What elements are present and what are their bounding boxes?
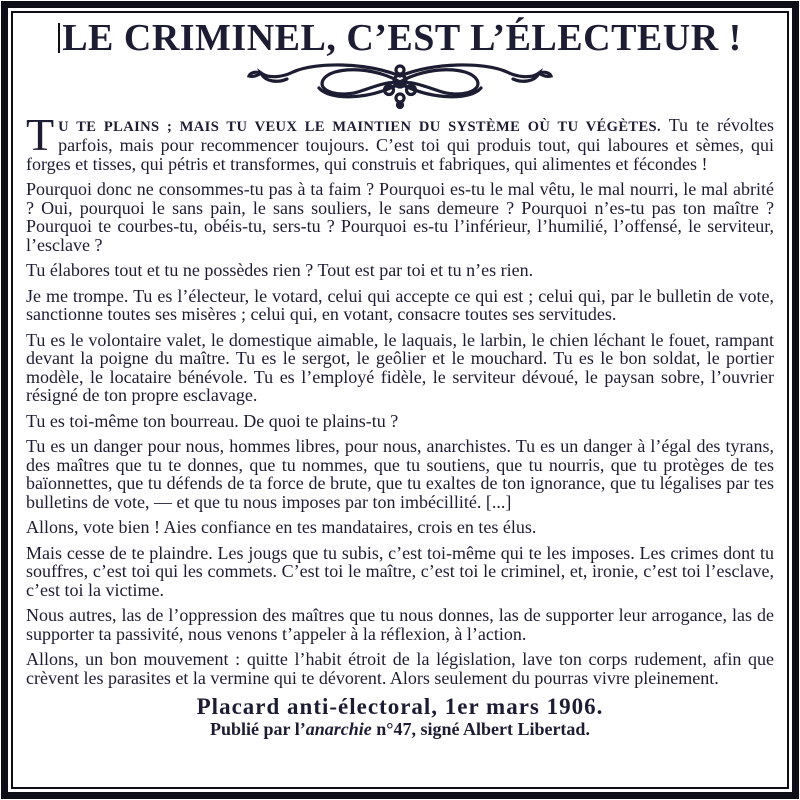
document-body: [26, 108, 774, 688]
lead-smallcaps: U TE PLAINS ; MAIS TU VEUX LE MAINTIEN DU SYSTÈME OÙ TU VÉGÈTES.: [58, 118, 662, 135]
footer-title: Placard anti-électoral, 1er mars 1906.: [196, 694, 604, 720]
paragraph: Allons, un bon mouvement : quitte l’habit étroit de la législation, lave ton corps rudement, afin que crèvent les parasites et la vermine qui te dévorent. Alors seulement du pourras vivre pleinement.: [26, 649, 774, 688]
calligraphic-flourish-icon: [26, 60, 774, 110]
paragraph: Pourquoi donc ne consommes-tu pas à ta faim ? Pourquoi es-tu le mal vêtu, le mal nourri, le mal abrité ? Oui, pourquoi le sans pain, le sans souliers, le sans demeure ? Pourquoi n’es-tu pas ton maître ? Pourquoi te courbes-tu, obéis-tu, sers-tu ? Pourquoi es-tu l’inférieur, l’humilié, l’offensé, le serviteur, l’esclave ?: [26, 179, 774, 255]
scan-cursor-artifact: [58, 23, 60, 53]
lead-rest: Tu te révoltes parfois, mais pour recommencer toujours. C’est toi qui produis tout, qui laboures et sèmes, qui forges et tisses, qui pétris et transformes, qui construis et fabriques, qui alimentes et fécondes !: [26, 114, 774, 174]
paragraph: Je me trompe. Tu es l’électeur, le votard, celui qui accepte ce qui est ; celui qui, par le bulletin de vote, sanctionne toutes ses misères ; celui qui, en votant, consacre toutes ses servitudes.: [26, 285, 774, 325]
paragraph-lead: [26, 108, 774, 174]
footer-publication-prefix: Publié par l’: [210, 718, 306, 739]
page-title-text: LE CRIMINEL, C’EST L’ÉLECTEUR !: [62, 17, 742, 59]
paragraph: Tu es le volontaire valet, le domestique aimable, le laquais, le larbin, le chien léchant le fouet, rampant devant la poigne du maître. Tu es le sergot, le geôlier et le mouchard. Tu es le bon soldat, le portier modèle, le locataire bénévole. Tu es l’employé fidèle, le serviteur dévoué, le paysan sobre, l’ouvrier résigné de ton propre esclavage.: [26, 329, 774, 406]
inner-frame: [11, 11, 789, 789]
paragraph: Tu élabores tout et tu ne possèdes rien ? Tout est par toi et tu n’es rien.: [26, 260, 534, 281]
footer-publication-journal: anarchie: [305, 718, 372, 739]
paragraph: Mais cesse de te plaindre. Les jougs que tu subis, c’est toi-même qui te les imposes. Les crimes dont tu souffres, c’est toi qui les commets. C’est toi le maître, c’est toi le criminel, et, ironie, c’est toi l’esclave, c’est toi la victime.: [26, 542, 774, 600]
paragraph: Nous autres, las de l’oppression des maîtres que tu nous donnes, las de supporter leur arrogance, las de supporter ta passivité, nous venons t’appeler à la réflexion, à l’action.: [26, 605, 774, 644]
footer-publication: [26, 720, 774, 740]
paragraph: Tu es toi-même ton bourreau. De quoi te plains-tu ?: [26, 410, 399, 431]
paragraph: Allons, vote bien ! Aies confiance en tes mandataires, crois en tes élus.: [26, 517, 537, 538]
paragraph: Tu es un danger pour nous, hommes libres, pour nous, anarchistes. Tu es un danger à l’égal des tyrans, des maîtres que tu te donnes, que tu nommes, que tu soutiens, que tu nourris, que tu protèges de tes baïonnettes, que tu défends de ta force de brute, que tu exaltes de ton ignorance, que tu légalises par tes bulletins de vote, — et que tu nous imposes par ton imbécillité. [...]: [26, 436, 774, 512]
footer-publication-suffix: n°47, signé Albert Libertad.: [371, 718, 590, 739]
document-footer: [26, 694, 774, 739]
dropcap-letter: T: [26, 108, 55, 160]
placard-page: [1, 1, 799, 799]
page-title: [26, 19, 774, 59]
